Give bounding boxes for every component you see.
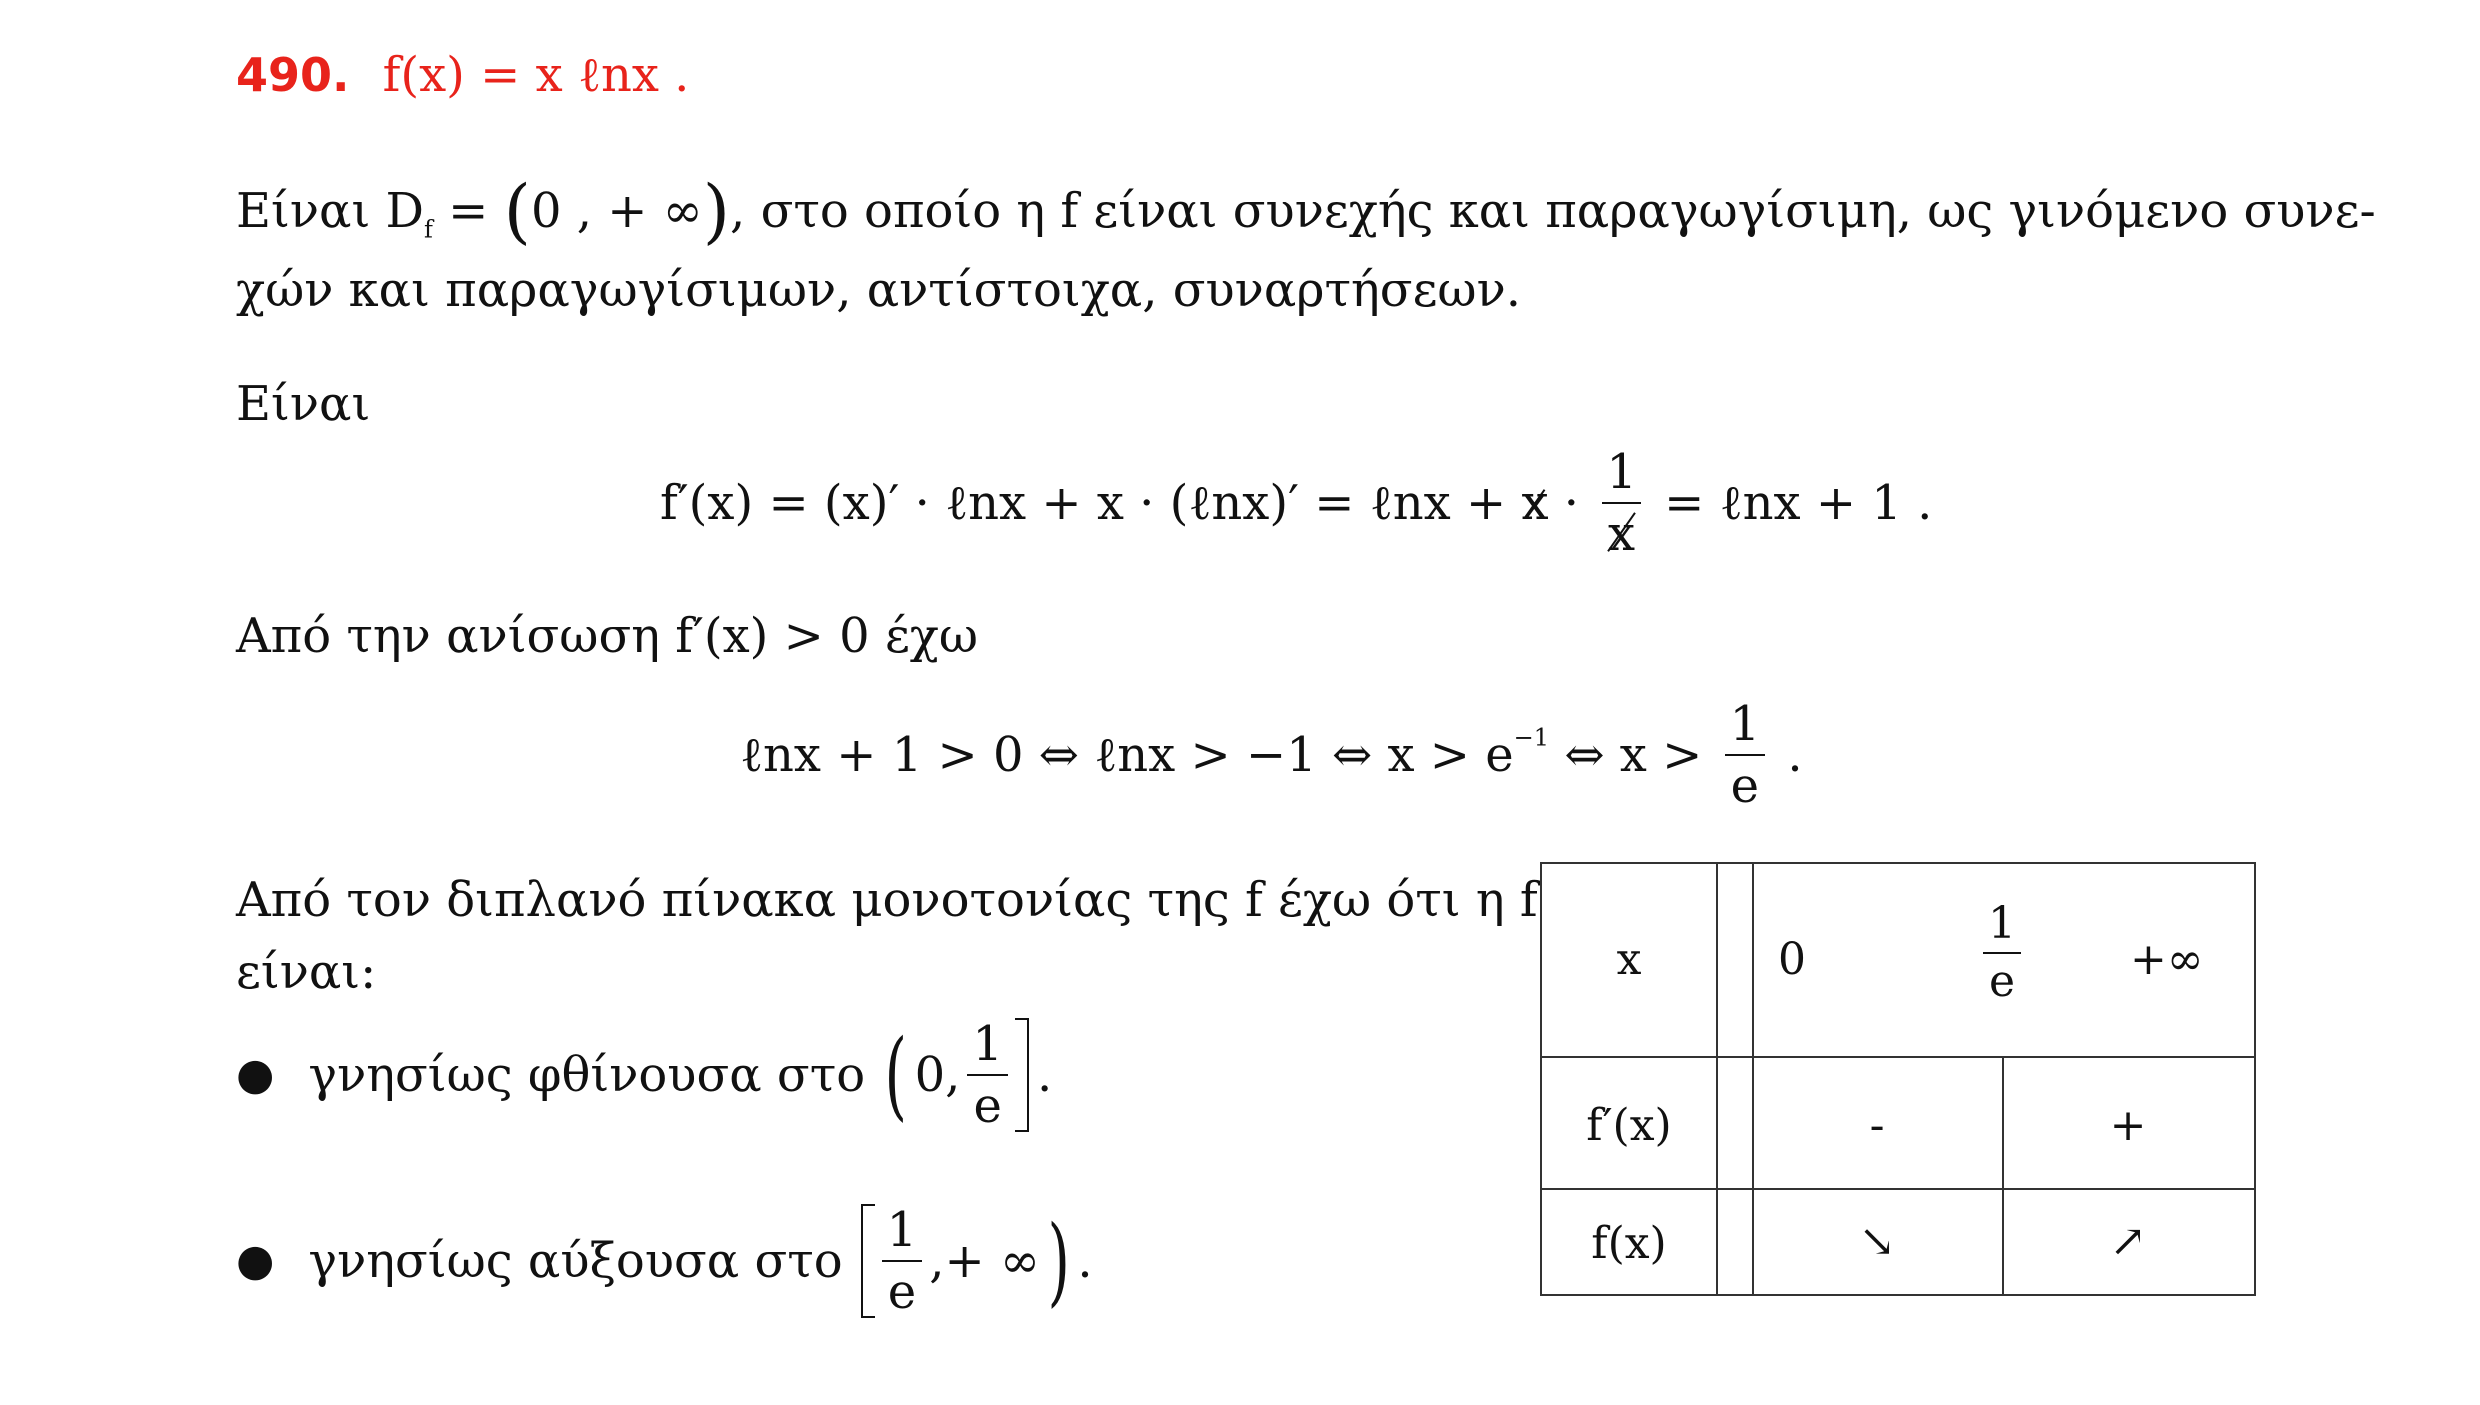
fraction-numerator: 1 — [1729, 696, 1761, 752]
table-x-label: x — [1616, 934, 1642, 985]
derivative-rhs: = ℓnx + 1 . — [1648, 475, 1933, 531]
table-x-mid — [1972, 898, 2032, 1007]
fraction-numerator: 1 — [886, 1202, 918, 1258]
exercise-function: f(x) = x ℓnx . — [382, 47, 690, 103]
inequality-fraction — [1724, 696, 1767, 814]
inequality-exponent: −1 — [1513, 723, 1550, 752]
label-einai: Είναι — [236, 376, 371, 432]
inequality-end: . — [1772, 727, 1803, 783]
fraction-denominator: x — [1602, 502, 1641, 558]
close-paren: ) — [1047, 1205, 1070, 1317]
table-x-infinity: +∞ — [2130, 934, 2204, 985]
interval-end: ,+ ∞ — [929, 1233, 1040, 1289]
open-bracket — [861, 1204, 875, 1318]
domain-line: Είναι $D_f = (0$ , + ∞), στο οποίο η f είναι συνεχής και παραγωγίσιμη, ως γινόμενο συνε- — [236, 170, 2376, 252]
bullet-icon: ● — [236, 1049, 275, 1100]
domain-line-2: χών και παραγωγίσιμων, αντίστοιχα, συναρτήσεων. — [236, 262, 1522, 318]
fraction-denominator: e — [1983, 952, 2021, 1004]
table-sign-plus: + — [2109, 1100, 2147, 1151]
bullet-icon: ● — [236, 1235, 275, 1286]
table-sign-minus: - — [1869, 1100, 1885, 1151]
bullet-text: γνησίως αύξουσα στο — [308, 1233, 843, 1289]
domain-rest: , στο οποίο η f είναι συνεχής και παραγωγίσιμη, ως γινόμενο συνε- — [730, 183, 2376, 239]
interval-fraction — [881, 1202, 924, 1320]
decreasing-arrow-icon: ↘ — [1858, 1216, 1896, 1267]
interval-fraction — [966, 1016, 1009, 1134]
table-f-label: f(x) — [1591, 1218, 1667, 1269]
fraction-denominator: e — [1725, 754, 1765, 810]
open-paren: ( — [884, 1019, 908, 1131]
inequality-text: ℓnx + 1 > 0 ⇔ ℓnx > −1 ⇔ x > e — [740, 727, 1514, 783]
derivative-fraction — [1600, 444, 1643, 562]
interval-start: 0, — [914, 1047, 961, 1103]
table-fprime-label: f′(x) — [1586, 1100, 1672, 1151]
domain-eq: = — [432, 183, 504, 239]
bullet-text: γνησίως φθίνουσα στο — [308, 1047, 866, 1103]
exercise-number: 490. — [236, 48, 350, 102]
fraction-numerator: 1 — [1606, 444, 1637, 500]
bullet-end: . — [1036, 1047, 1053, 1103]
bullet-increasing — [236, 1204, 1093, 1318]
bullet-end: . — [1077, 1233, 1093, 1289]
derivative-lhs: f′(x) = (x)′ · ℓnx + x · (ℓnx)′ = ℓnx + — [660, 475, 1522, 531]
fraction-numerator: 1 — [1988, 898, 2016, 949]
close-bracket — [1015, 1018, 1029, 1132]
increasing-arrow-icon: ↗ — [2109, 1216, 2147, 1267]
domain-interval: 0 , + ∞ — [530, 183, 703, 239]
fraction-numerator: 1 — [972, 1016, 1003, 1072]
inequality-intro: Από την ανίσωση f′(x) > 0 έχω — [236, 608, 979, 664]
derivative-dot: · — [1548, 475, 1595, 531]
monotony-line-2: είναι: — [236, 944, 377, 1000]
bullet-decreasing — [236, 1018, 1052, 1132]
exercise-heading — [236, 48, 689, 102]
monotony-table — [1540, 862, 2256, 1296]
domain-text: Είναι D — [236, 183, 425, 239]
inequality-chain — [740, 696, 1803, 814]
cancelled-x: x — [1521, 475, 1549, 531]
domain-subscript: f — [424, 215, 433, 244]
monotony-line-1: Από τον διπλανό πίνακα μονοτονίας της f έχω ότι η f — [236, 872, 1538, 928]
derivative-equation — [660, 444, 1933, 562]
fraction-denominator: e — [967, 1074, 1007, 1130]
inequality-tail: ⇔ x > — [1549, 727, 1718, 783]
fraction-denominator: e — [882, 1260, 922, 1316]
table-x-zero: 0 — [1778, 934, 1806, 985]
